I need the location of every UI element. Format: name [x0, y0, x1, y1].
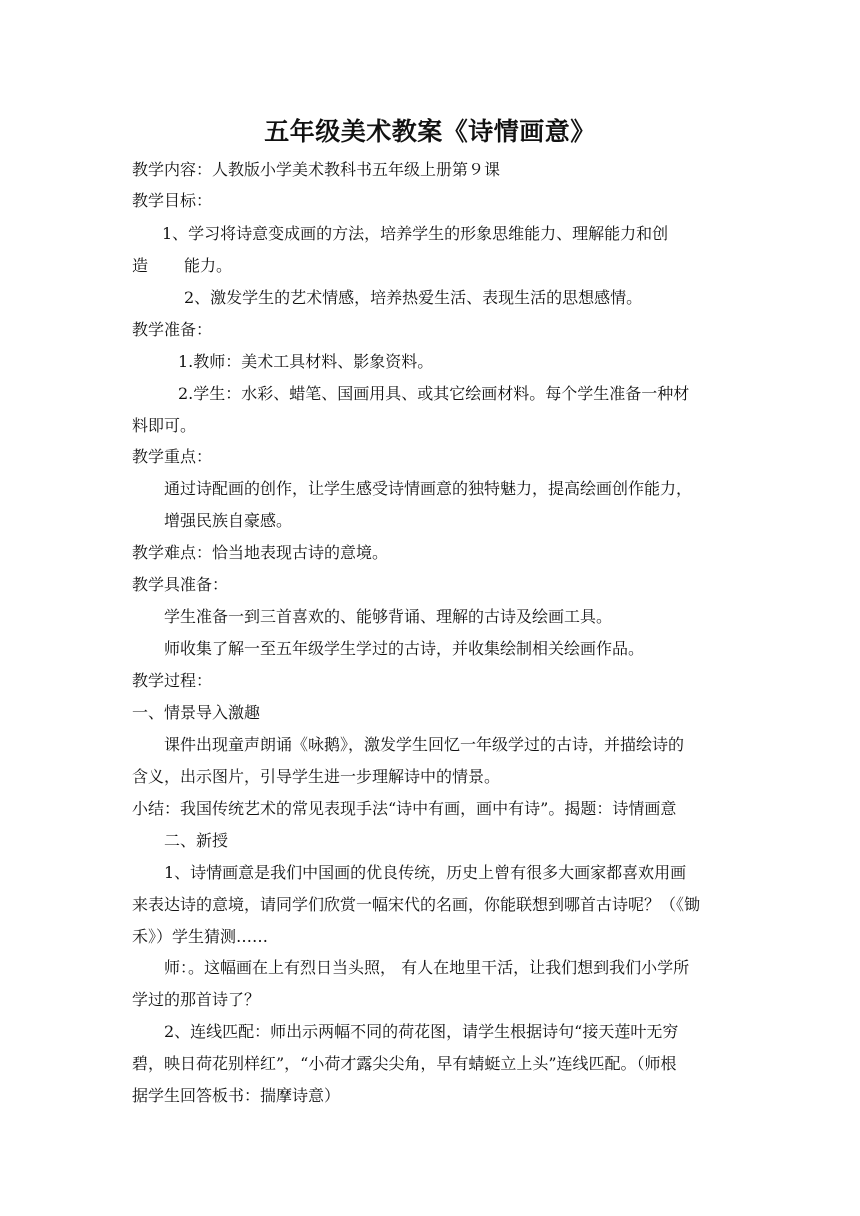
text-line: 增强民族自豪感。: [164, 511, 293, 530]
text-line: 来表达诗的意境，请同学们欣赏一幅宋代的名画，你能联想到哪首古诗呢？（《锄: [132, 895, 701, 914]
text-line: 一、情景导入激趣: [132, 703, 261, 722]
text-line: 含义，出示图片，引导学生进一步理解诗中的情景。: [132, 767, 501, 786]
text-line: 课件出现童声朗诵《咏鹅》，激发学生回忆一年级学过的古诗，并描绘诗的: [164, 735, 685, 754]
text-line: 1、学习将诗意变成画的方法，培养学生的形象思维能力、理解能力和创: [162, 224, 669, 243]
text-line: 教学重点：: [132, 447, 213, 466]
text-line: 造: [132, 256, 149, 275]
text-line: 料即可。: [132, 416, 197, 435]
text-line: 通过诗配画的创作，让学生感受诗情画意的独特魅力，提高绘画创作能力，: [164, 479, 693, 498]
text-line: 小结：我国传统艺术的常见表现手法“诗中有画，画中有诗”。揭题：诗情画意: [132, 799, 677, 818]
text-line: 师：。这幅画在上有烈日当头照， 有人在地里干活，让我们想到我们小学所: [164, 958, 690, 977]
text-line: 2、连线匹配：师出示两幅不同的荷花图，请学生根据诗句“接天莲叶无穷: [164, 1022, 679, 1041]
text-line: 教学目标：: [132, 191, 213, 210]
text-line: 教学内容：人教版小学美术教科书五年级上册第９课: [132, 160, 501, 179]
text-line: 碧，映日荷花别样红”，“小荷才露尖尖角，早有蜻蜓立上头”连线匹配。（师根: [132, 1054, 677, 1073]
text-line: 2.学生：水彩、蜡笔、国画用具、或其它绘画材料。每个学生准备一种材: [178, 384, 690, 403]
text-line: 学过的那首诗了？: [132, 990, 261, 1009]
text-line: 学生准备一到三首喜欢的、能够背诵、理解的古诗及绘画工具。: [164, 607, 613, 626]
text-line: 教学具准备：: [132, 575, 229, 594]
text-line: 教学过程：: [132, 671, 213, 690]
text-line: 教学准备：: [132, 320, 213, 339]
text-line: 2、激发学生的艺术情感，培养热爱生活、表现生活的思想感情。: [184, 288, 643, 307]
text-line: 1、诗情画意是我们中国画的优良传统，历史上曾有很多大画家都喜欢用画: [164, 863, 687, 882]
text-line: 二、新授: [164, 831, 229, 850]
text-line: 禾》）学生猜测……: [132, 927, 269, 946]
text-line: 教学难点：恰当地表现古诗的意境。: [132, 543, 389, 562]
text-line: 师收集了解一至五年级学生学过的古诗，并收集绘制相关绘画作品。: [164, 639, 645, 658]
text-line: 能力。: [184, 256, 233, 275]
document-title: 五年级美术教案《诗情画意》: [264, 117, 596, 146]
text-line: 1.教师：美术工具材料、影象资料。: [178, 352, 434, 371]
text-line: 据学生回答板书：揣摩诗意）: [132, 1086, 341, 1105]
